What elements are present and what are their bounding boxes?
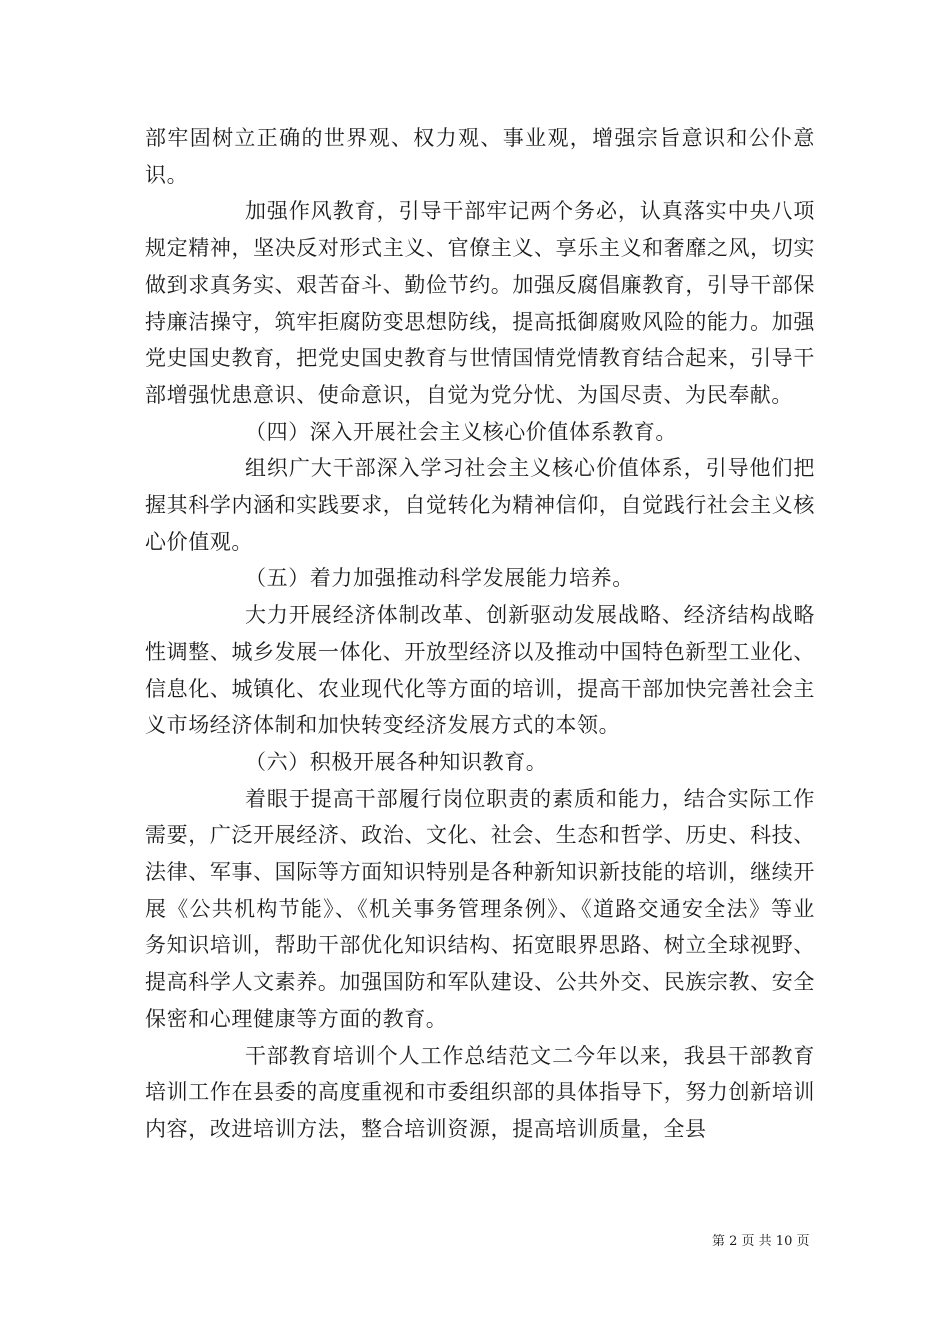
paragraph-8: 着眼于提高干部履行岗位职责的素质和能力，结合实际工作需要，广泛开展经济、政治、文化、社会、生态和哲学、历史、科技、法律、军事、国际等方面知识特别是各种新知识新技能的培训，继续开展《公共机构节能》、《机关事务管理条例》、《道路交通安全法》等业务知识培训，帮助干部优化知识结构、拓宽眼界思路、树立全球视野、提高科学人文素养。加强国防和军队建设、公共外交、民族宗教、安全保密和心理健康等方面的教育。 [145,786,815,1031]
section-heading-6: （六）积极开展各种知识教育。 [245,749,548,774]
page-number-footer: 第 2 页 共 10 页 [712,1234,810,1249]
paragraph-9: 干部教育培训个人工作总结范文二今年以来，我县干部教育培训工作在县委的高度重视和市委组织部的具体指导下，努力创新培训内容，改进培训方法，整合培训资源，提高培训质量，全县 [145,1043,815,1141]
paragraph-1: 部牢固树立正确的世界观、权力观、事业观，增强宗旨意识和公仆意识。 [145,126,815,187]
section-heading-5: （五）着力加强推动科学发展能力培养。 [245,566,634,591]
paragraph-2: 加强作风教育，引导干部牢记两个务必，认真落实中央八项规定精神，坚决反对形式主义、官僚主义、享乐主义和奢靡之风，切实做到求真务实、艰苦奋斗、勤俭节约。加强反腐倡廉教育，引导干部保持廉洁操守，筑牢拒腐防变思想防线，提高抵御腐败风险的能力。加强党史国史教育，把党史国史教育与世情国情党情教育结合起来，引导干部增强忧患意识、使命意识，自觉为党分忧、为国尽责、为民奉献。 [145,199,815,407]
paragraph-6: 大力开展经济体制改革、创新驱动发展战略、经济结构战略性调整、城乡发展一体化、开放型经济以及推动中国特色新型工业化、信息化、城镇化、农业现代化等方面的培训，提高干部加快完善社会主义市场经济体制和加快转变经济发展方式的本领。 [145,603,815,738]
document-body [145,120,815,1148]
section-heading-4: （四）深入开展社会主义核心价值体系教育。 [245,419,677,444]
paragraph-4: 组织广大干部深入学习社会主义核心价值体系，引导他们把握其科学内涵和实践要求，自觉转化为精神信仰，自觉践行社会主义核心价值观。 [145,456,815,554]
